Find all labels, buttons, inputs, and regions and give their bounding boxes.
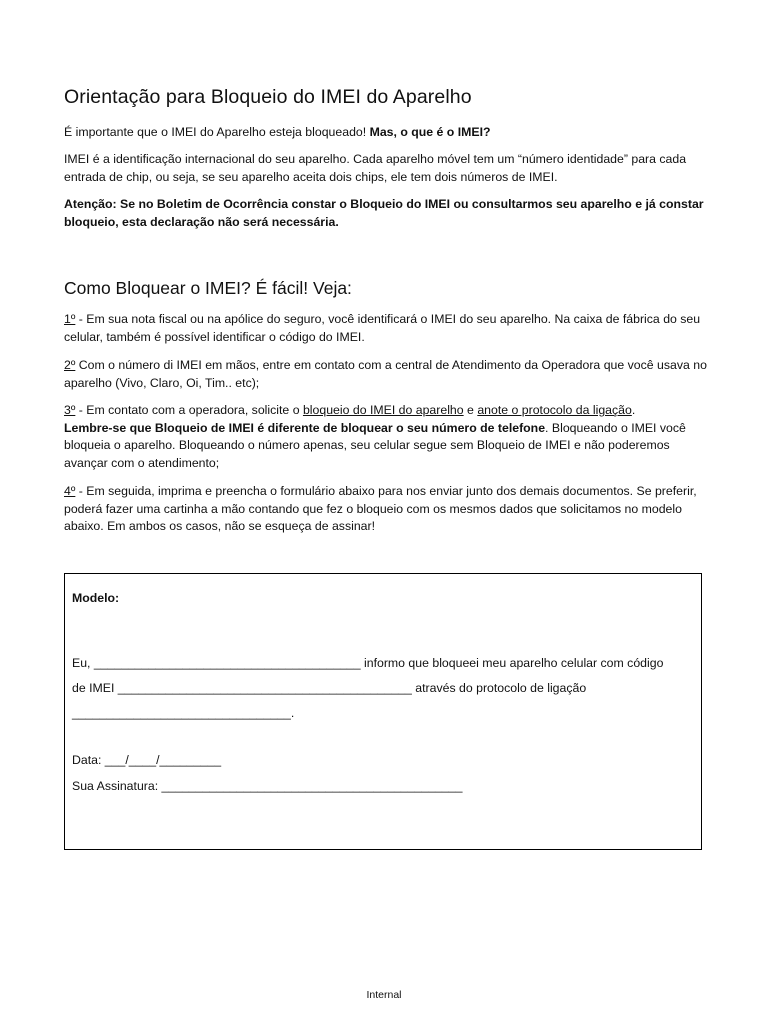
- step-3-bold-reminder: Lembre-se que Bloqueio de IMEI é diferente de bloquear o seu número de telefone: [64, 420, 546, 435]
- imei-definition: IMEI é a identificação internacional do seu aparelho. Cada aparelho móvel tem um “número identidade” para cada entrada de chip, ou seja, se seu aparelho aceita dois chips, ele tem dois números de IMEI.: [64, 152, 687, 184]
- intro-paragraph: [64, 124, 710, 142]
- form-heading: Modelo:: [72, 591, 120, 605]
- step-2-text: Com o número di IMEI em mãos, entre em contato com a central de Atendimento da Operadora que você usava no aparelho (Vivo, Claro, Oi, Tim.. etc);: [64, 358, 707, 390]
- step-3-text-a: - Em contato com a operadora, solicite o: [75, 403, 303, 417]
- step-3-text-c: .: [631, 403, 636, 417]
- step-2-number: 2º: [64, 358, 76, 372]
- step-2: [64, 357, 710, 392]
- step-3-underline-protocol: anote o protocolo da ligação: [477, 403, 632, 417]
- step-1-text: - Em sua nota fiscal ou na apólice do seguro, você identificará o IMEI do seu aparelho. Na caixa de fábrica do seu celular, também é possível identificar o código do IMEI.: [64, 312, 701, 344]
- how-to-title: Como Bloquear o IMEI? É fácil! Veja:: [64, 278, 352, 298]
- form-line-imei: de IMEI ___________________________________________ através do protocolo de ligação: [72, 681, 587, 695]
- attention-note: Atenção: Se no Boletim de Ocorrência constar o Bloqueio do IMEI ou consultarmos seu aparelho e já constar bloqueio, esta declaração não será necessária.: [64, 197, 704, 229]
- step-1-number: 1º: [64, 312, 76, 326]
- step-3: [64, 402, 710, 472]
- intro-text: É importante que o IMEI do Aparelho esteja bloqueado!: [64, 125, 370, 139]
- form-line-protocol: ________________________________.: [72, 706, 295, 720]
- form-line-name: Eu, _______________________________________ informo que bloqueei meu aparelho celular com código: [72, 656, 664, 670]
- step-3-number: 3º: [64, 403, 76, 417]
- form-date-field: Data: ___/____/_________: [72, 753, 222, 767]
- declaration-form-box: [64, 573, 702, 850]
- step-3-text-d: . Bloqueando o IMEI você bloqueia o aparelho. Bloqueando o número apenas, seu celular segue sem Bloqueio de IMEI e não poderemos avançar com o atendimento;: [64, 420, 686, 470]
- page-title: Orientação para Bloqueio do IMEI do Aparelho: [64, 86, 472, 108]
- step-4-text: - Em seguida, imprima e preencha o formulário abaixo para nos enviar junto dos demais documentos. Se preferir, poderá fazer uma cartinha a mão contando que fez o bloqueio com os mesmos dados que solicitamos no modelo abaixo. Em ambos os casos, não se esqueça de assinar!: [64, 484, 697, 534]
- step-3-text-b: e: [463, 403, 478, 417]
- footer-classification: Internal: [366, 989, 402, 1001]
- form-signature-field: Sua Assinatura: ____________________________________________: [72, 779, 463, 793]
- step-4: [64, 483, 710, 536]
- step-3-underline-block: bloqueio do IMEI do aparelho: [302, 403, 464, 417]
- intro-question: Mas, o que é o IMEI?: [369, 125, 491, 139]
- step-1: [64, 311, 710, 346]
- step-4-number: 4º: [64, 484, 76, 498]
